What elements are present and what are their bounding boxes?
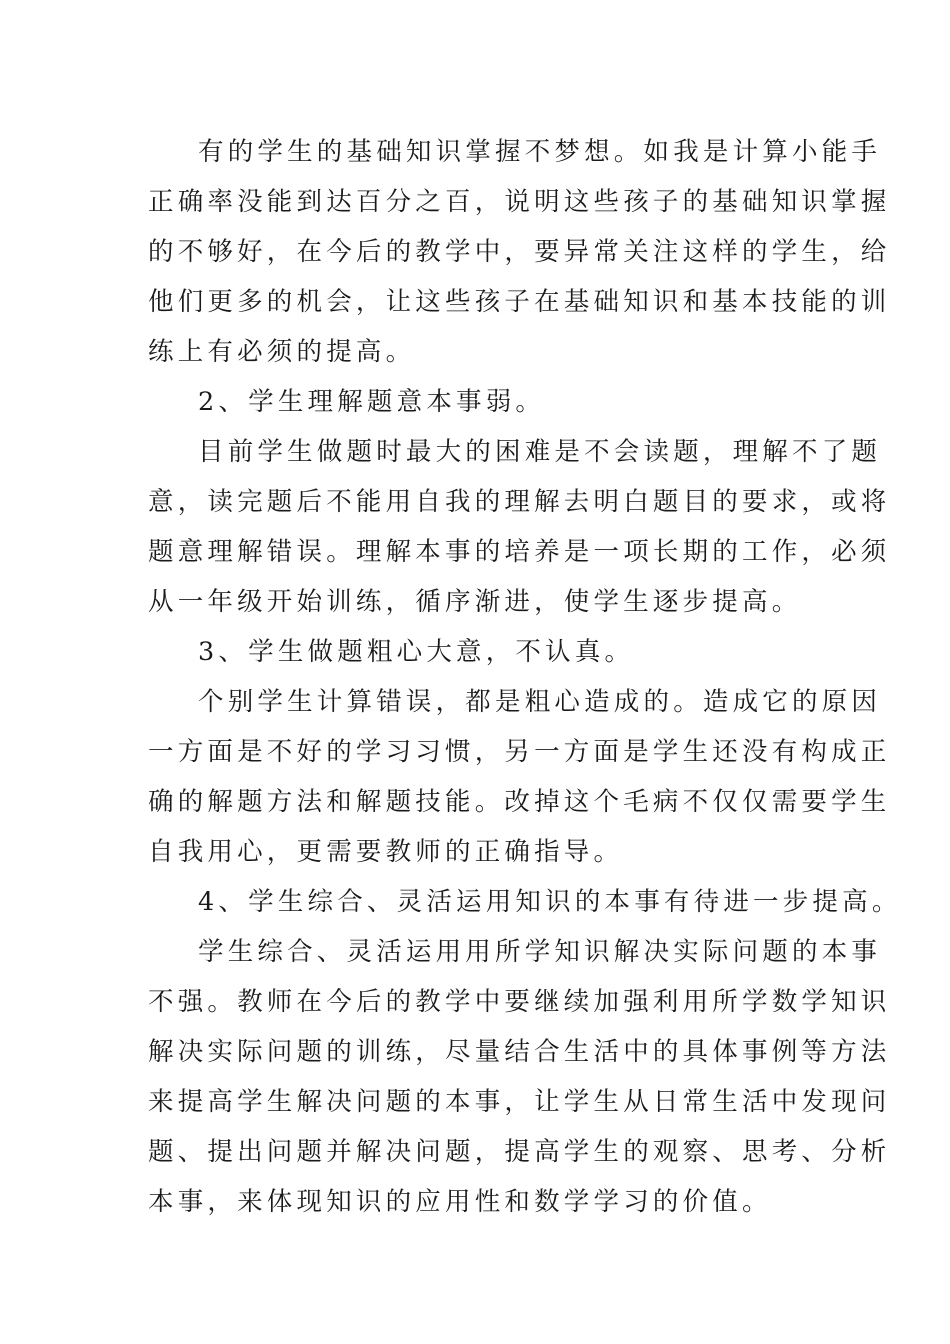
paragraph-line: 他们更多的机会，让这些孩子在基础知识和基本技能的训 (148, 287, 891, 317)
paragraph-line: 有的学生的基础知识掌握不梦想。如我是计算小能手 (198, 137, 882, 167)
paragraph-line: 确的解题方法和解题技能。改掉这个毛病不仅仅需要学生 (148, 787, 891, 817)
section-heading: 2、学生理解题意本事弱。 (198, 387, 546, 417)
section-heading: 4、学生综合、灵活运用知识的本事有待进一步提高。 (198, 887, 902, 917)
paragraph-line: 的不够好，在今后的教学中，要异常关注这样的学生，给 (148, 237, 891, 267)
paragraph-line: 解决实际问题的训练，尽量结合生活中的具体事例等方法 (148, 1037, 891, 1067)
paragraph-line: 从一年级开始训练，循序渐进，使学生逐步提高。 (148, 587, 802, 617)
paragraph-line: 目前学生做题时最大的困难是不会读题，理解不了题 (198, 437, 882, 467)
section-heading: 3、学生做题粗心大意，不认真。 (198, 637, 635, 667)
paragraph-line: 正确率没能到达百分之百，说明这些孩子的基础知识掌握 (148, 187, 891, 217)
paragraph-line: 题意理解错误。理解本事的培养是一项长期的工作，必须 (148, 537, 891, 567)
paragraph-line: 自我用心，更需要教师的正确指导。 (148, 837, 624, 867)
paragraph-line: 练上有必须的提高。 (148, 337, 416, 367)
paragraph-line: 不强。教师在今后的教学中要继续加强利用所学数学知识 (148, 987, 891, 1017)
paragraph-line: 一方面是不好的学习习惯，另一方面是学生还没有构成正 (148, 737, 891, 767)
paragraph-line: 学生综合、灵活运用用所学知识解决实际问题的本事 (198, 937, 882, 967)
paragraph-line: 来提高学生解决问题的本事，让学生从日常生活中发现问 (148, 1087, 891, 1117)
paragraph-line: 题、提出问题并解决问题，提高学生的观察、思考、分析 (148, 1137, 891, 1167)
paragraph-line: 意，读完题后不能用自我的理解去明白题目的要求，或将 (148, 487, 891, 517)
paragraph-line: 个别学生计算错误，都是粗心造成的。造成它的原因 (198, 687, 882, 717)
paragraph-line: 本事，来体现知识的应用性和数学学习的价值。 (148, 1187, 772, 1217)
